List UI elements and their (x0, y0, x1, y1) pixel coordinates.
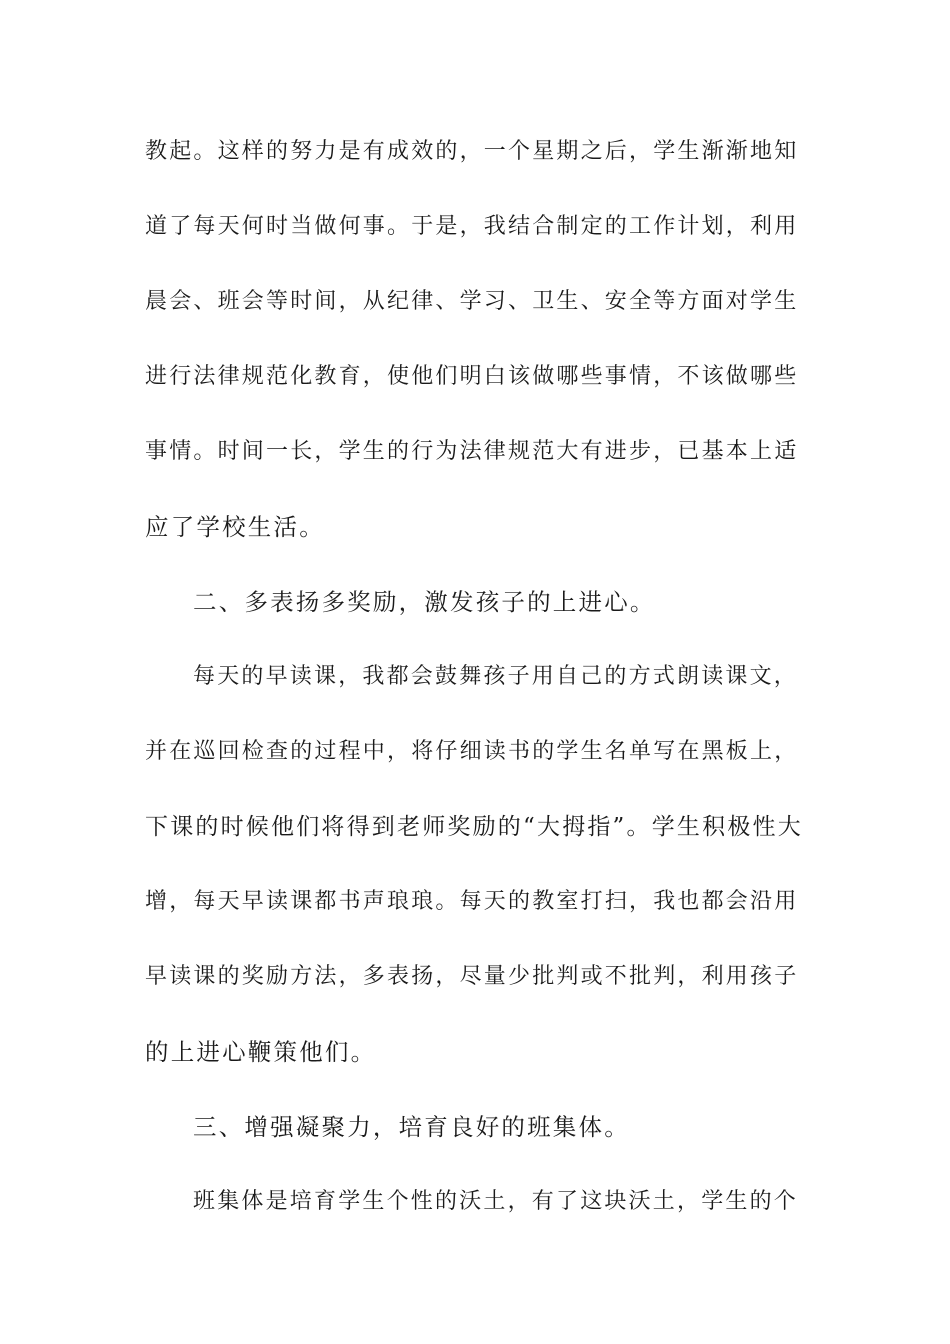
paragraph-line: 晨会、班会等时间，从纪律、学习、卫生、安全等方面对学生 (145, 289, 799, 314)
paragraph-line: 的上进心鞭策他们。 (145, 1038, 377, 1066)
paragraph-line: 增，每天早读课都书声琅琅。每天的教室打扫，我也都会沿用 (145, 889, 799, 914)
paragraph-line: 事情。时间一长，学生的行为法律规范大有进步，已基本上适 (145, 439, 799, 464)
paragraph-line: 道了每天何时当做何事。于是，我结合制定的工作计划，利用 (145, 214, 799, 239)
paragraph-line: 教起。这样的努力是有成效的，一个星期之后，学生渐渐地知 (145, 139, 799, 164)
paragraph-line: 每天的早读课，我都会鼓舞孩子用自己的方式朗读课文， (193, 664, 799, 689)
paragraph-line: 并在巡回检查的过程中，将仔细读书的学生名单写在黑板上， (145, 739, 799, 764)
paragraph-line: 班集体是培育学生个性的沃土，有了这块沃土，学生的个 (193, 1189, 799, 1214)
section-heading: 二、多表扬多奖励，激发孩子的上进心。 (193, 588, 656, 616)
paragraph-line: 早读课的奖励方法，多表扬，尽量少批判或不批判，利用孩子 (145, 964, 799, 989)
section-heading: 三、增强凝聚力，培育良好的班集体。 (193, 1113, 630, 1141)
paragraph-line: 应了学校生活。 (145, 513, 325, 541)
paragraph-line: 进行法律规范化教育，使他们明白该做哪些事情，不该做哪些 (145, 364, 799, 389)
paragraph-line: 下课的时候他们将得到老师奖励的“大拇指”。学生积极性大 (145, 814, 803, 840)
